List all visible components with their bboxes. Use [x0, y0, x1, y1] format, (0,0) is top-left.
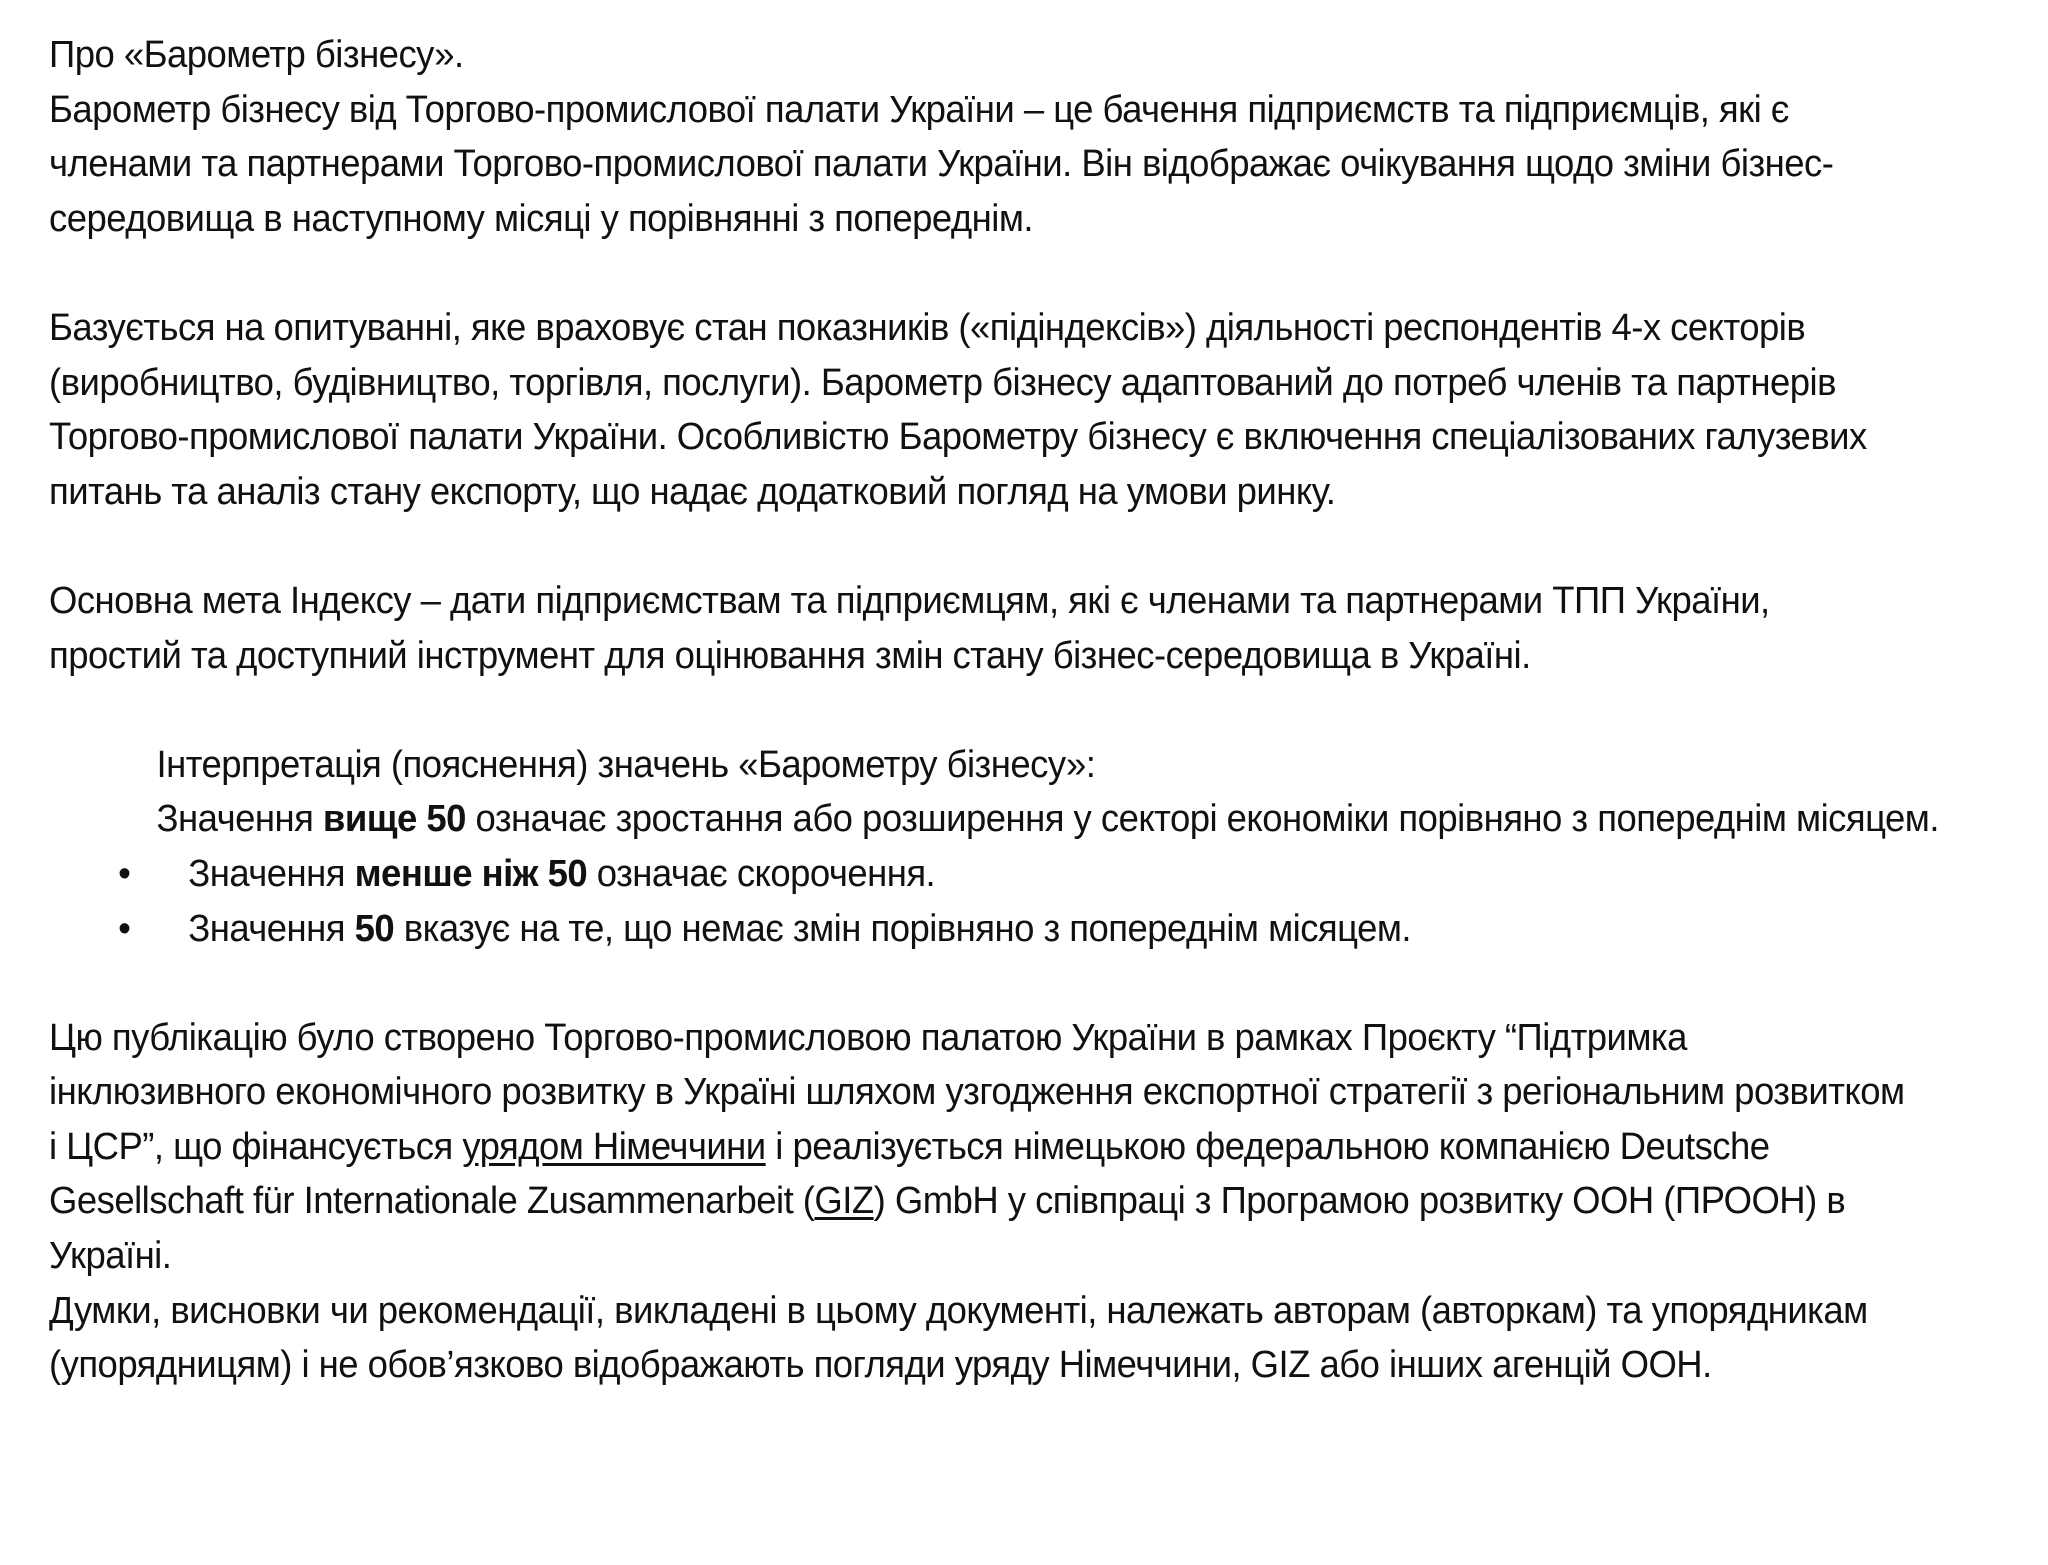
paragraph-gap — [49, 956, 1907, 1011]
bullet-suffix: означає скорочення. — [587, 852, 936, 895]
bullet-suffix: вказує на те, що немає змін порівняно з попереднім місяцем. — [394, 907, 1412, 950]
interpretation-heading: Інтерпретація (пояснення) значень «Барометру бізнесу»: — [156, 743, 1096, 786]
document-body — [49, 28, 1939, 1393]
bullet-marker: • — [118, 907, 131, 950]
goal-paragraph: Основна мета Індексу – дати підприємствам та підприємцям, які є членами та партнерами ТПП України, простий та доступний інструмент для оцінювання змін стану бізнес-середовища в Україні. — [49, 579, 1770, 677]
publication-text-1: Цю публікацію було створено Торгово-промисловою палатою України в рамках Проєкту “Підтримка інклюзивного економічного розвитку в Україні шляхом узгодження експортної стратегії з регіональним розвитком і ЦСР”, що фінансується — [49, 1016, 1905, 1168]
bullet-prefix: Значення — [188, 907, 355, 950]
basis-paragraph: Базується на опитуванні, яке враховує стан показників («підіндексів») діяльності респондентів 4-х секторів (виробництво, будівництво, торгівля, послуги). Барометр бізнесу адаптований до потреб членів та партнерів Торгово-промислової палати України. Особливістю Барометру бізнесу є включення спеціалізованих галузевих питань та аналіз стану експорту, що надає додатковий погляд на умови ринку. — [49, 306, 1867, 513]
list-item — [49, 902, 1907, 957]
interpretation-above-50 — [49, 792, 1996, 847]
publication-paragraph — [49, 1011, 1907, 1284]
germany-government-link[interactable]: урядом Німеччини — [462, 1125, 766, 1168]
above-bold: вище 50 — [322, 798, 466, 841]
publication-text-2: і реалізується німецькою федеральною компанією Deutsche Gesellschaft für Internationale Zusammenarbeit ( — [49, 1125, 1770, 1223]
paragraph-gap — [49, 683, 1907, 738]
bullet-marker: • — [118, 852, 131, 895]
bullet-bold: менше ніж 50 — [354, 852, 588, 895]
paragraph-gap — [49, 519, 1907, 574]
section-title: Про «Барометр бізнесу». — [49, 34, 464, 76]
bullet-bold: 50 — [354, 907, 395, 950]
intro-paragraph: Барометр бізнесу від Торгово-промислової палати України – це бачення підприємств та підприємців, які є членами та партнерами Торгово-промислової палати України. Він відображає очікування щодо зміни бізнес-середовища в наступному місяці у порівнянні з попереднім. — [49, 88, 1834, 240]
above-suffix: означає зростання або розширення у секторі економіки порівняно з попереднім місяцем. — [465, 798, 1939, 841]
publication-text-3: ) GmbH у співпраці з Програмою розвитку ООН (ПРООН) в Україні. — [49, 1180, 1846, 1278]
giz-link[interactable]: GIZ — [814, 1180, 874, 1223]
disclaimer-paragraph: Думки, висновки чи рекомендації, викладені в цьому документі, належать авторам (авторкам) та упорядникам (упорядницям) і не обов’язково відображають погляди уряду Німеччини, GIZ або інших агенцій ООН. — [49, 1289, 1868, 1387]
above-prefix: Значення — [156, 798, 323, 841]
bullet-prefix: Значення — [188, 852, 355, 895]
paragraph-gap — [49, 246, 1907, 301]
interpretation-bullets — [49, 847, 1907, 956]
list-item — [49, 847, 1907, 902]
